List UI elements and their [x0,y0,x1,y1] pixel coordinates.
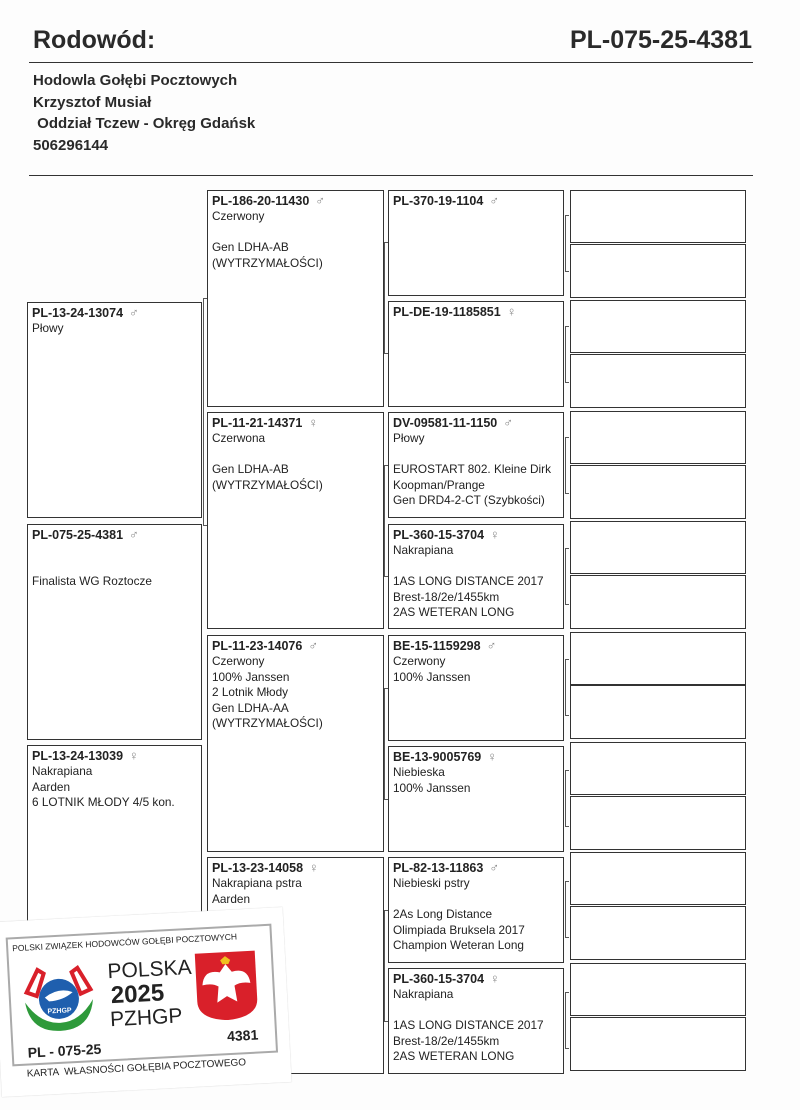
ring-number [212,860,379,876]
ring-number [393,527,559,543]
pigeon-info-line: 2AS WETERAN LONG [393,605,515,619]
ring-text: PL-82-13-11863 [393,861,484,875]
pigeon-box [388,746,564,852]
pigeon-info-line: Nakrapiana [393,543,454,557]
female-symbol-icon: ♀ [129,748,139,763]
pigeon-info-line: Olimpiada Bruksela 2017 [393,922,525,937]
female-symbol-icon: ♀ [487,749,498,764]
pigeon-info-line: Nakrapiana [32,764,93,778]
breeder-branch: Oddział Tczew - Okręg Gdańsk [33,115,256,132]
empty-pigeon-box [570,796,746,850]
empty-pigeon-box [570,632,746,685]
ring-number [393,749,559,765]
empty-pigeon-box [570,300,746,353]
pigeon-box [388,635,564,741]
pigeon-box [388,524,564,629]
connector-bracket [565,326,569,383]
card-ring-number: 4381 [226,1026,259,1045]
empty-pigeon-box [570,521,746,574]
pigeon-info-line: Brest-18/2e/1455km [393,1033,500,1048]
connector-bracket [565,548,569,605]
pigeon-box [27,524,202,740]
pzhgp-logo-icon [17,959,101,1035]
female-symbol-icon: ♀ [309,860,319,875]
pigeon-info-line: Gen DRD4-2-CT (Szybkości) [393,493,545,507]
pigeon-info-line [393,892,559,908]
ring-text: DV-09581-11-1150 [393,416,498,430]
male-symbol-icon: ♂ [129,527,139,542]
empty-pigeon-box [570,963,746,1016]
ring-text: PL-360-15-3704 [393,528,485,542]
ring-number [212,638,379,654]
pigeon-info-line: 1AS LONG DISTANCE 2017 [393,574,544,588]
empty-pigeon-box [570,685,746,739]
pigeon-box [388,301,564,407]
connector-bracket [384,688,388,800]
ring-text: PL-075-25-4381 [32,528,124,542]
male-symbol-icon: ♂ [503,415,514,430]
male-symbol-icon: ♂ [489,860,500,875]
ring-number [212,415,379,431]
connector-bracket [384,910,388,1022]
ring-number [32,748,197,764]
card-year: 2025 [110,979,165,1010]
pigeon-info-line: Czerwona [212,431,266,445]
pigeon-info-line [393,559,559,575]
ring-text: BE-13-9005769 [393,750,482,764]
pigeon-box [388,190,564,296]
ring-number [32,305,197,321]
empty-pigeon-box [570,575,746,629]
pigeon-info-line: (WYTRZYMAŁOŚCI) [212,716,323,730]
empty-pigeon-box [570,465,746,519]
pigeon-box [388,968,564,1074]
pigeon-info-line: Czerwony [212,209,265,223]
divider [29,62,753,63]
pigeon-info-line: (WYTRZYMAŁOŚCI) [212,477,323,492]
pigeon-info-line: 2 Lotnik Młody [212,685,289,699]
male-symbol-icon: ♂ [315,193,326,208]
card-footer: KARTA WŁASNOŚCI GOŁĘBIA POCZTOWEGO [26,1057,247,1080]
pigeon-info-line [212,447,379,463]
pigeon-box [388,857,564,963]
pigeon-info-line: (WYTRZYMAŁOŚCI) [212,255,323,270]
connector-bracket [384,465,388,577]
pigeon-info-line: 2As Long Distance [393,907,493,921]
divider [29,175,753,176]
connector-bracket [565,992,569,1049]
pigeon-info-line: Gen LDHA-AA [212,700,289,715]
pigeon-box [388,412,564,518]
empty-pigeon-box [570,906,746,960]
polish-eagle-emblem-icon [193,948,261,1023]
ring-text: PL-13-24-13039 [32,749,124,763]
breeder-info [33,70,255,156]
pigeon-info-line: Płowy [32,321,64,335]
ring-number [212,193,379,209]
ring-text: PL-370-19-1104 [393,194,484,208]
male-symbol-icon: ♂ [308,638,319,653]
ring-number [393,860,559,876]
ring-number [393,971,559,987]
card-ring-prefix: PL - 075-25 [27,1040,102,1061]
pigeon-info-line: 6 LOTNIK MŁODY 4/5 kon. [32,795,175,809]
pigeon-info-line: Niebieski pstry [393,876,470,890]
page-title: Rodowód: [33,26,156,54]
pigeon-info-line [212,225,379,241]
empty-pigeon-box [570,244,746,298]
female-symbol-icon: ♀ [308,415,319,430]
card-brand: PZHGP [109,1004,183,1032]
pigeon-info-line: Nakrapiana [393,987,454,1001]
breeder-phone: 506296144 [33,136,109,154]
ring-text: PL-11-23-14076 [212,639,303,653]
male-symbol-icon: ♂ [489,193,500,208]
pigeon-info-line [32,543,197,559]
pigeon-info-line: 2AS WETERAN LONG [393,1049,515,1063]
card-org: POLSKI ZWIĄZEK HODOWCÓW GOŁĘBI POCZTOWYCH [11,931,238,954]
pigeon-info-line [393,1003,559,1019]
male-symbol-icon: ♂ [486,638,497,653]
ring-number [393,415,559,431]
empty-pigeon-box [570,190,746,243]
pigeon-info-line [32,559,197,575]
pigeon-info-line: EUROSTART 802. Kleine Dirk [393,462,552,476]
empty-pigeon-box [570,411,746,464]
pigeon-box [27,302,202,518]
pigeon-info-line: Aarden [32,779,71,794]
ring-text: BE-15-1159298 [393,639,481,653]
pigeon-info-line: 100% Janssen [393,780,471,795]
empty-pigeon-box [570,852,746,905]
breeder-line: Hodowla Gołębi Pocztowych [33,72,238,89]
pigeon-box [207,635,384,852]
pigeon-info-line: Płowy [393,431,425,445]
connector-bracket [565,881,569,938]
card-country: POLSKA [106,955,193,984]
pigeon-info-line: Niebieska [393,765,445,779]
pigeon-info-line: Aarden [212,891,251,906]
empty-pigeon-box [570,1017,746,1071]
breeder-name: Krzysztof Musiał [33,93,152,111]
pigeon-info-line: Czerwony [212,654,265,668]
pigeon-info-line: Brest-18/2e/1455km [393,589,500,604]
pigeon-info-line: 1AS LONG DISTANCE 2017 [393,1018,544,1032]
pigeon-info-line: 100% Janssen [393,669,471,684]
ring-text: PL-13-23-14058 [212,861,304,875]
connector-bracket [203,298,207,526]
pigeon-info-line: Champion Weteran Long [393,938,524,952]
ownership-card [0,907,292,1097]
female-symbol-icon: ♀ [506,304,517,319]
pigeon-ring-title: PL-075-25-4381 [569,26,752,54]
empty-pigeon-box [570,742,746,795]
pigeon-info-line: Koopman/Prange [393,477,485,492]
connector-bracket [565,437,569,494]
pigeon-info-line: Gen LDHA-AB [212,462,289,476]
pigeon-info-line: 100% Janssen [212,669,290,684]
pigeon-info-line: Czerwony [393,654,446,668]
ring-number [393,304,559,320]
ring-text: PL-186-20-11430 [212,194,310,208]
connector-bracket [565,215,569,272]
pigeon-info-line [393,447,559,463]
ring-number [32,527,197,543]
connector-bracket [565,770,569,827]
svg-text:PZHGP: PZHGP [47,1007,72,1016]
connector-bracket [565,659,569,716]
pigeon-info-line: Nakrapiana pstra [212,876,302,890]
female-symbol-icon: ♀ [490,971,500,986]
pigeon-box [207,190,384,407]
pigeon-info-line: Gen LDHA-AB [212,240,289,254]
empty-pigeon-box [570,354,746,408]
ring-number [393,638,559,654]
pigeon-info-line: Finalista WG Roztocze [32,574,152,588]
connector-bracket [384,242,388,354]
female-symbol-icon: ♀ [490,527,500,542]
male-symbol-icon: ♂ [129,305,139,320]
pigeon-box [207,412,384,629]
ring-number [393,193,559,209]
ring-text: PL-11-21-14371 [212,416,303,430]
ring-text: PL-360-15-3704 [393,972,485,986]
ring-text: PL-DE-19-1185851 [393,305,501,319]
ring-text: PL-13-24-13074 [32,306,124,320]
